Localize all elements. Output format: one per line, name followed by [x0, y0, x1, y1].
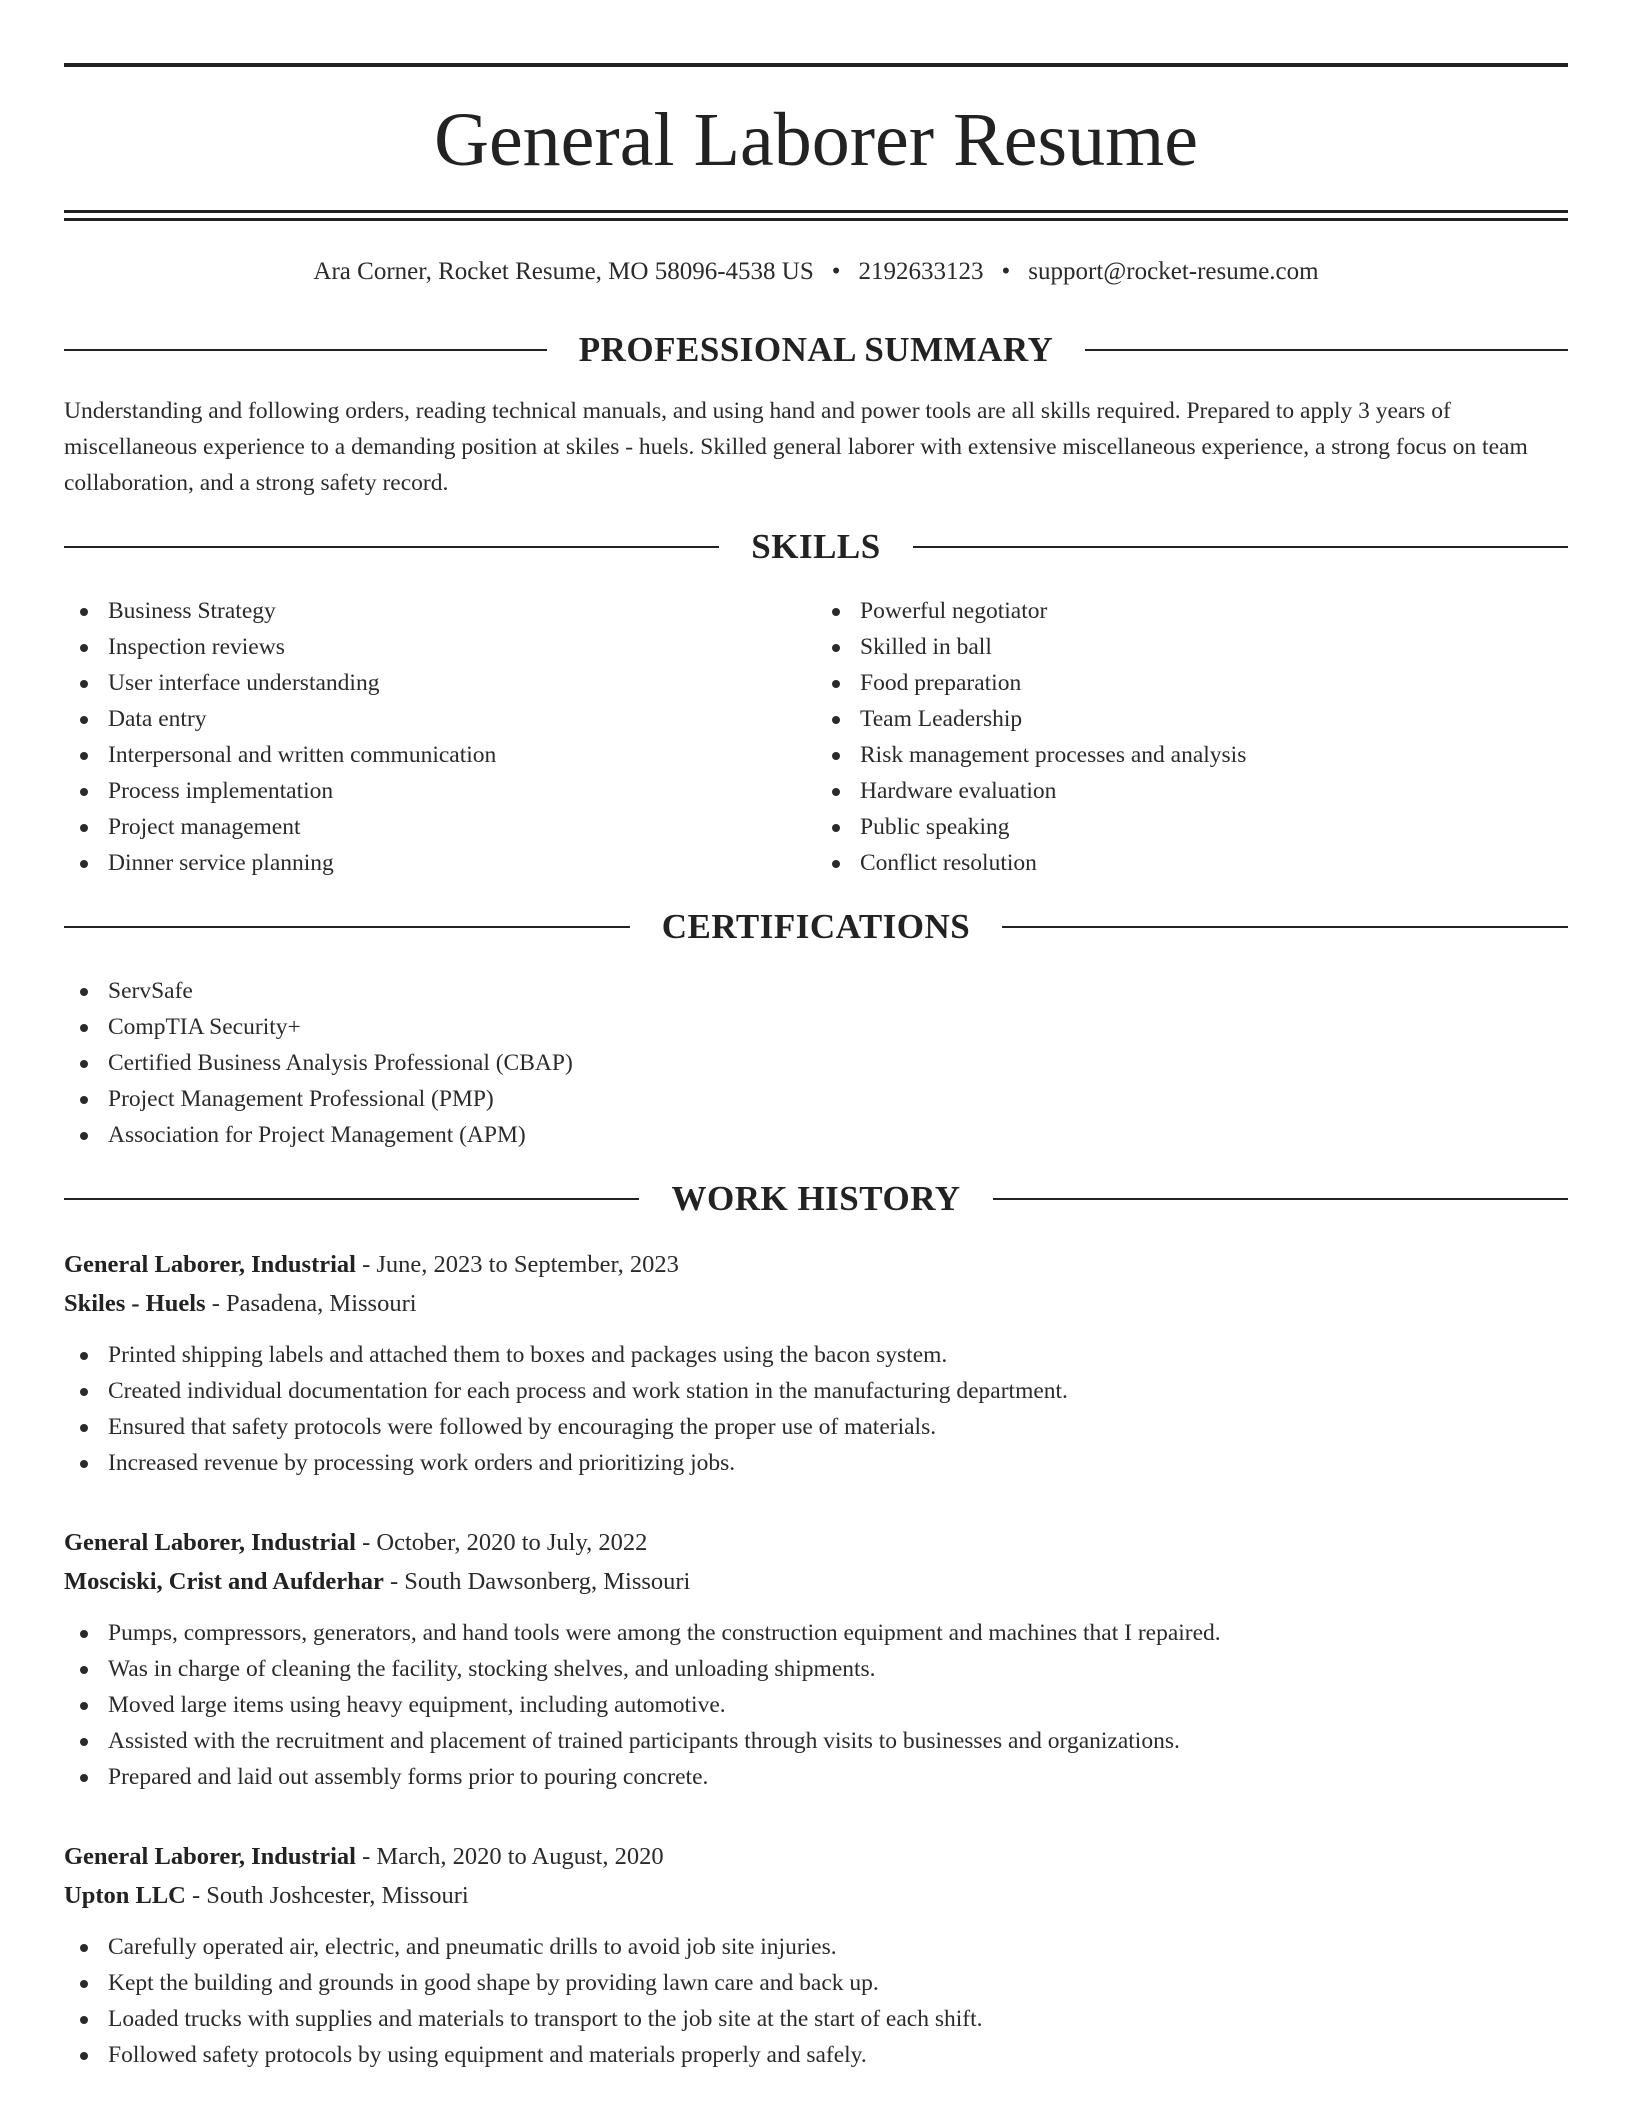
certification-item: Project Management Professional (PMP)	[64, 1081, 1568, 1117]
contact-phone: 2192633123	[858, 258, 984, 285]
job-duty: Assisted with the recruitment and placement of trained participants through visits to businesses and organizations.	[64, 1723, 1568, 1759]
title-double-rule	[64, 210, 1568, 221]
job-entry	[64, 1245, 1568, 1481]
skill-item: Risk management processes and analysis	[816, 737, 1568, 773]
work-history-heading: WORK HISTORY	[671, 1179, 961, 1218]
job-duties-list	[64, 1615, 1568, 1795]
skill-item: Hardware evaluation	[816, 773, 1568, 809]
job-location: - Pasadena, Missouri	[205, 1290, 417, 1317]
job-company-line	[64, 1562, 1568, 1601]
job-title: General Laborer, Industrial	[64, 1251, 356, 1278]
job-dates: - October, 2020 to July, 2022	[355, 1529, 648, 1556]
contact-separator: •	[831, 258, 841, 285]
skills-list-left	[64, 593, 816, 881]
certification-item: ServSafe	[64, 973, 1568, 1009]
job-duties-list	[64, 1337, 1568, 1481]
job-title: General Laborer, Industrial	[64, 1529, 356, 1556]
skill-item: Process implementation	[64, 773, 816, 809]
job-entry	[64, 1523, 1568, 1795]
skills-grid	[64, 593, 1568, 881]
job-duty: Carefully operated air, electric, and pneumatic drills to avoid job site injuries.	[64, 1929, 1568, 1965]
divider-line	[64, 349, 547, 351]
job-dates: - June, 2023 to September, 2023	[355, 1251, 679, 1278]
divider-line	[1085, 349, 1568, 351]
skill-item: Team Leadership	[816, 701, 1568, 737]
job-duty: Pumps, compressors, generators, and hand tools were among the construction equipment and machines that I repaired.	[64, 1615, 1568, 1651]
certifications-list	[64, 973, 1568, 1153]
work-history-heading-row	[64, 1179, 1568, 1219]
top-rule	[64, 63, 1568, 67]
summary-text: Understanding and following orders, reading technical manuals, and using hand and power tools are all skills required. Prepared to apply 3 years of miscellaneous experience to a demanding position at skiles - huels. Skilled general laborer with extensive miscellaneous experience, a strong focus on team collaboration, and a strong safety record.	[64, 398, 1528, 496]
divider-line	[913, 546, 1568, 548]
certifications-heading-row	[64, 907, 1568, 947]
job-title-line	[64, 1523, 1568, 1562]
resume-title: General Laborer Resume	[434, 98, 1198, 182]
job-location: - South Dawsonberg, Missouri	[383, 1568, 691, 1595]
skill-item: Inspection reviews	[64, 629, 816, 665]
job-duty: Moved large items using heavy equipment, including automotive.	[64, 1687, 1568, 1723]
skill-item: Skilled in ball	[816, 629, 1568, 665]
job-duty: Increased revenue by processing work orders and prioritizing jobs.	[64, 1445, 1568, 1481]
skills-list-right	[816, 593, 1568, 881]
divider-line	[64, 546, 719, 548]
skill-item: Public speaking	[816, 809, 1568, 845]
job-duty: Created individual documentation for each process and work station in the manufacturing department.	[64, 1373, 1568, 1409]
divider-line	[64, 1198, 639, 1200]
job-duty: Kept the building and grounds in good shape by providing lawn care and back up.	[64, 1965, 1568, 2001]
summary-heading: PROFESSIONAL SUMMARY	[578, 330, 1054, 369]
job-dates: - March, 2020 to August, 2020	[355, 1843, 664, 1870]
job-duty: Followed safety protocols by using equipment and materials properly and safely.	[64, 2037, 1568, 2073]
skill-item: Data entry	[64, 701, 816, 737]
job-company: Mosciski, Crist and Aufderhar	[64, 1568, 384, 1595]
job-duty: Loaded trucks with supplies and materials to transport to the job site at the start of each shift.	[64, 2001, 1568, 2037]
certification-item: Certified Business Analysis Professional (CBAP)	[64, 1045, 1568, 1081]
skill-item: Food preparation	[816, 665, 1568, 701]
certifications-heading: CERTIFICATIONS	[661, 907, 971, 946]
skill-item: Interpersonal and written communication	[64, 737, 816, 773]
skill-item: User interface understanding	[64, 665, 816, 701]
job-location: - South Joshcester, Missouri	[185, 1882, 469, 1909]
job-company-line	[64, 1284, 1568, 1323]
divider-line	[1002, 926, 1568, 928]
job-duty: Printed shipping labels and attached them to boxes and packages using the bacon system.	[64, 1337, 1568, 1373]
contact-address: Ara Corner, Rocket Resume, MO 58096-4538 US	[313, 258, 814, 285]
job-company: Skiles - Huels	[64, 1290, 206, 1317]
skill-item: Project management	[64, 809, 816, 845]
contact-email: support@rocket-resume.com	[1028, 258, 1319, 285]
skills-heading: SKILLS	[751, 527, 881, 566]
job-duty: Was in charge of cleaning the facility, stocking shelves, and unloading shipments.	[64, 1651, 1568, 1687]
job-title: General Laborer, Industrial	[64, 1843, 356, 1870]
contact-separator: •	[1001, 258, 1011, 285]
skill-item: Conflict resolution	[816, 845, 1568, 881]
summary-heading-row	[64, 330, 1568, 370]
skill-item: Powerful negotiator	[816, 593, 1568, 629]
certification-item: CompTIA Security+	[64, 1009, 1568, 1045]
job-company: Upton LLC	[64, 1882, 186, 1909]
divider-line	[64, 926, 630, 928]
skills-heading-row	[64, 527, 1568, 567]
job-entry	[64, 1837, 1568, 2073]
divider-line	[993, 1198, 1568, 1200]
job-duty: Ensured that safety protocols were followed by encouraging the proper use of materials.	[64, 1409, 1568, 1445]
job-title-line	[64, 1837, 1568, 1876]
certification-item: Association for Project Management (APM)	[64, 1117, 1568, 1153]
job-title-line	[64, 1245, 1568, 1284]
contact-line	[64, 259, 1568, 285]
skill-item: Business Strategy	[64, 593, 816, 629]
job-duty: Prepared and laid out assembly forms prior to pouring concrete.	[64, 1759, 1568, 1795]
job-duties-list	[64, 1929, 1568, 2073]
skill-item: Dinner service planning	[64, 845, 816, 881]
job-company-line	[64, 1876, 1568, 1915]
